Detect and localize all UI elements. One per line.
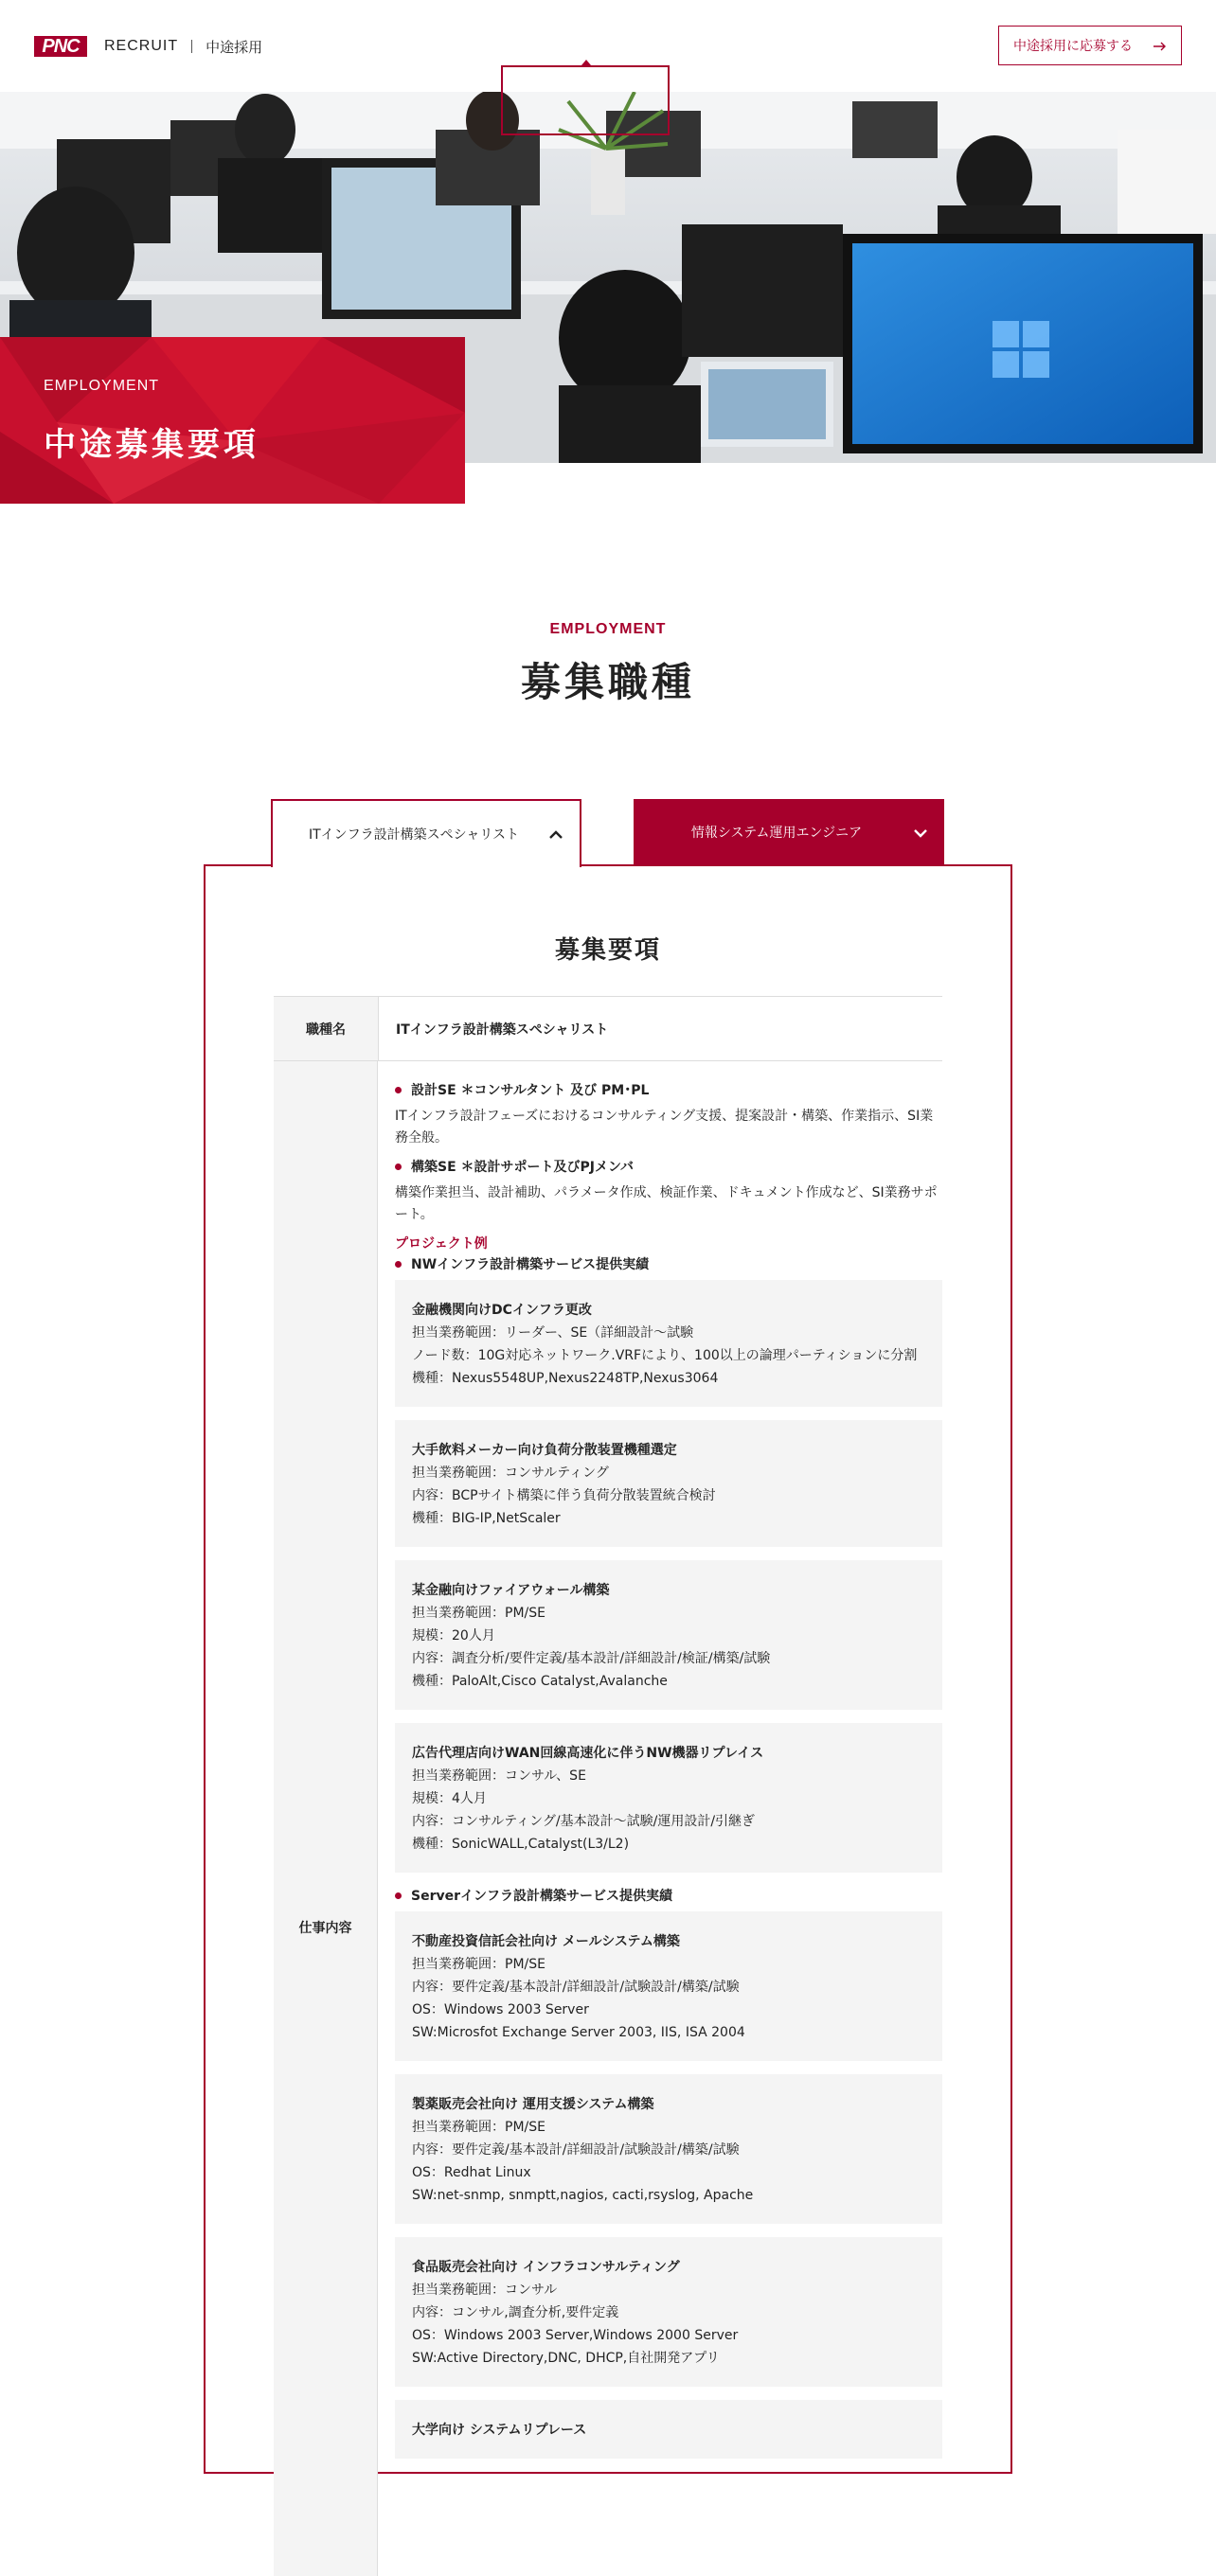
- project-detail: 規模：20人月: [412, 1628, 495, 1643]
- section-title: 募集職種: [520, 659, 695, 705]
- nw-project-list: [395, 1280, 942, 1873]
- project-detail: 内容：コンサルティング/基本設計～試験/運用設計/引継ぎ: [412, 1814, 756, 1829]
- server-heading: Serverインフラ設計構築サービス提供実績: [395, 1886, 942, 1905]
- project-title: 不動産投資信託会社向け メールシステム構築: [412, 1934, 680, 1949]
- job-details-panel: [204, 864, 1012, 2474]
- project-detail: 機種：PaloAlt,Cisco Catalyst,Avalanche: [412, 1674, 668, 1689]
- project-detail: 担当業務範囲：コンサル、SE: [412, 1768, 586, 1784]
- project-detail: 担当業務範囲：PM/SE: [412, 1606, 545, 1621]
- project-title: 製薬販売会社向け 運用支援システム構築: [412, 2097, 654, 2112]
- project-detail: 内容：コンサル,調査分析,要件定義: [412, 2305, 619, 2320]
- project-detail: 担当業務範囲：コンサルティング: [412, 1466, 609, 1481]
- project-detail: 機種：SonicWALL,Catalyst(L3/L2): [412, 1837, 630, 1852]
- project-title: 大手飲料メーカー向け負荷分散装置機種選定: [412, 1443, 677, 1458]
- project-example-label: プロジェクト例: [395, 1236, 488, 1252]
- project-title: 金融機関向けDCインフラ更改: [412, 1303, 592, 1318]
- project-detail: SW:Active Directory,DNC, DHCP,自社開発アプリ: [412, 2351, 720, 2366]
- project-card: [395, 1723, 942, 1873]
- table-row: [274, 996, 942, 1061]
- apply-button[interactable]: [998, 26, 1182, 65]
- project-detail: 内容：BCPサイト構築に伴う負荷分散装置統合検討: [412, 1488, 716, 1503]
- chevron-down-icon: [897, 823, 944, 843]
- nw-heading: NWインフラ設計構築サービス提供実績: [395, 1254, 942, 1273]
- job-name-head: 職種名: [274, 997, 379, 1060]
- section-label-en: EMPLOYMENT: [549, 621, 667, 637]
- project-detail: OS：Windows 2003 Server,Windows 2000 Server: [412, 2328, 739, 2343]
- server-project-list: [395, 1911, 942, 2459]
- pnc-logo-mark: PNC: [34, 36, 87, 57]
- tab-system-ops-engineer[interactable]: [634, 799, 944, 865]
- project-card: [395, 1911, 942, 2061]
- hero-title-box: [0, 337, 465, 504]
- scroll-indicator: [501, 65, 670, 135]
- project-detail: 担当業務範囲：リーダー、SE（詳細設計～試験: [412, 1325, 694, 1341]
- arrow-right-icon: [1153, 37, 1167, 55]
- tab-label: ITインフラ設計構築スペシャリスト: [308, 827, 520, 843]
- project-detail: 担当業務範囲：コンサル: [412, 2283, 558, 2298]
- project-detail: 機種：BIG-IP,NetScaler: [412, 1511, 561, 1526]
- role-description: ITインフラ設計フェーズにおけるコンサルティング支援、提案設計・構築、作業指示、SI業務全般。: [395, 1109, 934, 1146]
- project-detail: 機種：Nexus5548UP,Nexus2248TP,Nexus3064: [412, 1371, 719, 1386]
- apply-button-label: 中途採用に応募する: [1013, 39, 1133, 54]
- project-card: [395, 2400, 942, 2459]
- role-description: 構築作業担当、設計補助、パラメータ作成、検証作業、ドキュメント作成など、SI業務サポート。: [395, 1185, 938, 1222]
- project-title: 某金融向けファイアウォール構築: [412, 1583, 610, 1598]
- logo-divider: [191, 40, 192, 53]
- project-detail: 規模：4人月: [412, 1791, 487, 1806]
- project-card: [395, 1420, 942, 1547]
- job-name-value: ITインフラ設計構築スペシャリスト: [396, 1022, 609, 1038]
- project-title: 大学向け システムリプレース: [412, 2423, 587, 2438]
- project-detail: 内容：要件定義/基本設計/詳細設計/試験設計/構築/試験: [412, 2142, 740, 2158]
- project-card: [395, 1560, 942, 1710]
- project-detail: SW:net-snmp, snmptt,nagios, cacti,rsyslog, Apache: [412, 2188, 754, 2203]
- hero-label-en: EMPLOYMENT: [44, 378, 160, 394]
- project-detail: 内容：要件定義/基本設計/詳細設計/試験設計/構築/試験: [412, 1980, 740, 1995]
- project-detail: ノード数：10G対応ネットワーク.VRFにより、100以上の論理パーティションに分割: [412, 1348, 918, 1363]
- project-title: 食品販売会社向け インフラコンサルティング: [412, 2260, 680, 2275]
- project-detail: 内容：調査分析/要件定義/基本設計/詳細設計/検証/構築/試験: [412, 1651, 771, 1666]
- requirements-table: [274, 996, 942, 2576]
- work-head: 仕事内容: [274, 1061, 378, 2576]
- project-card: [395, 1280, 942, 1407]
- role-bullet: 設計SE ＊コンサルタント 及び PM･PL: [395, 1080, 942, 1099]
- project-detail: 担当業務範囲：PM/SE: [412, 2120, 545, 2135]
- project-card: [395, 2237, 942, 2387]
- hero-title: 中途募集要項: [44, 426, 259, 464]
- project-card: [395, 2074, 942, 2224]
- project-detail: SW:Microsfot Exchange Server 2003, IIS, ISA 2004: [412, 2025, 745, 2040]
- chevron-up-icon: [532, 825, 580, 844]
- panel-title: 募集要項: [554, 936, 661, 965]
- tab-label: 情報システム運用エンジニア: [690, 826, 863, 841]
- logo-recruit-text: RECRUIT: [104, 38, 179, 54]
- project-detail: OS：Redhat Linux: [412, 2165, 531, 2180]
- table-row: [274, 1061, 942, 2576]
- project-title: 広告代理店向けWAN回線高速化に伴うNW機器リプレイス: [412, 1746, 764, 1761]
- project-detail: OS：Windows 2003 Server: [412, 2002, 589, 2017]
- work-content: [378, 1061, 942, 2576]
- logo-subtitle: 中途採用: [206, 38, 263, 56]
- tab-it-infra-specialist[interactable]: [271, 799, 581, 867]
- site-logo[interactable]: [34, 36, 262, 57]
- project-detail: 担当業務範囲：PM/SE: [412, 1957, 545, 1972]
- role-bullet: 構築SE ＊設計サポート及びPJメンバ: [395, 1157, 942, 1176]
